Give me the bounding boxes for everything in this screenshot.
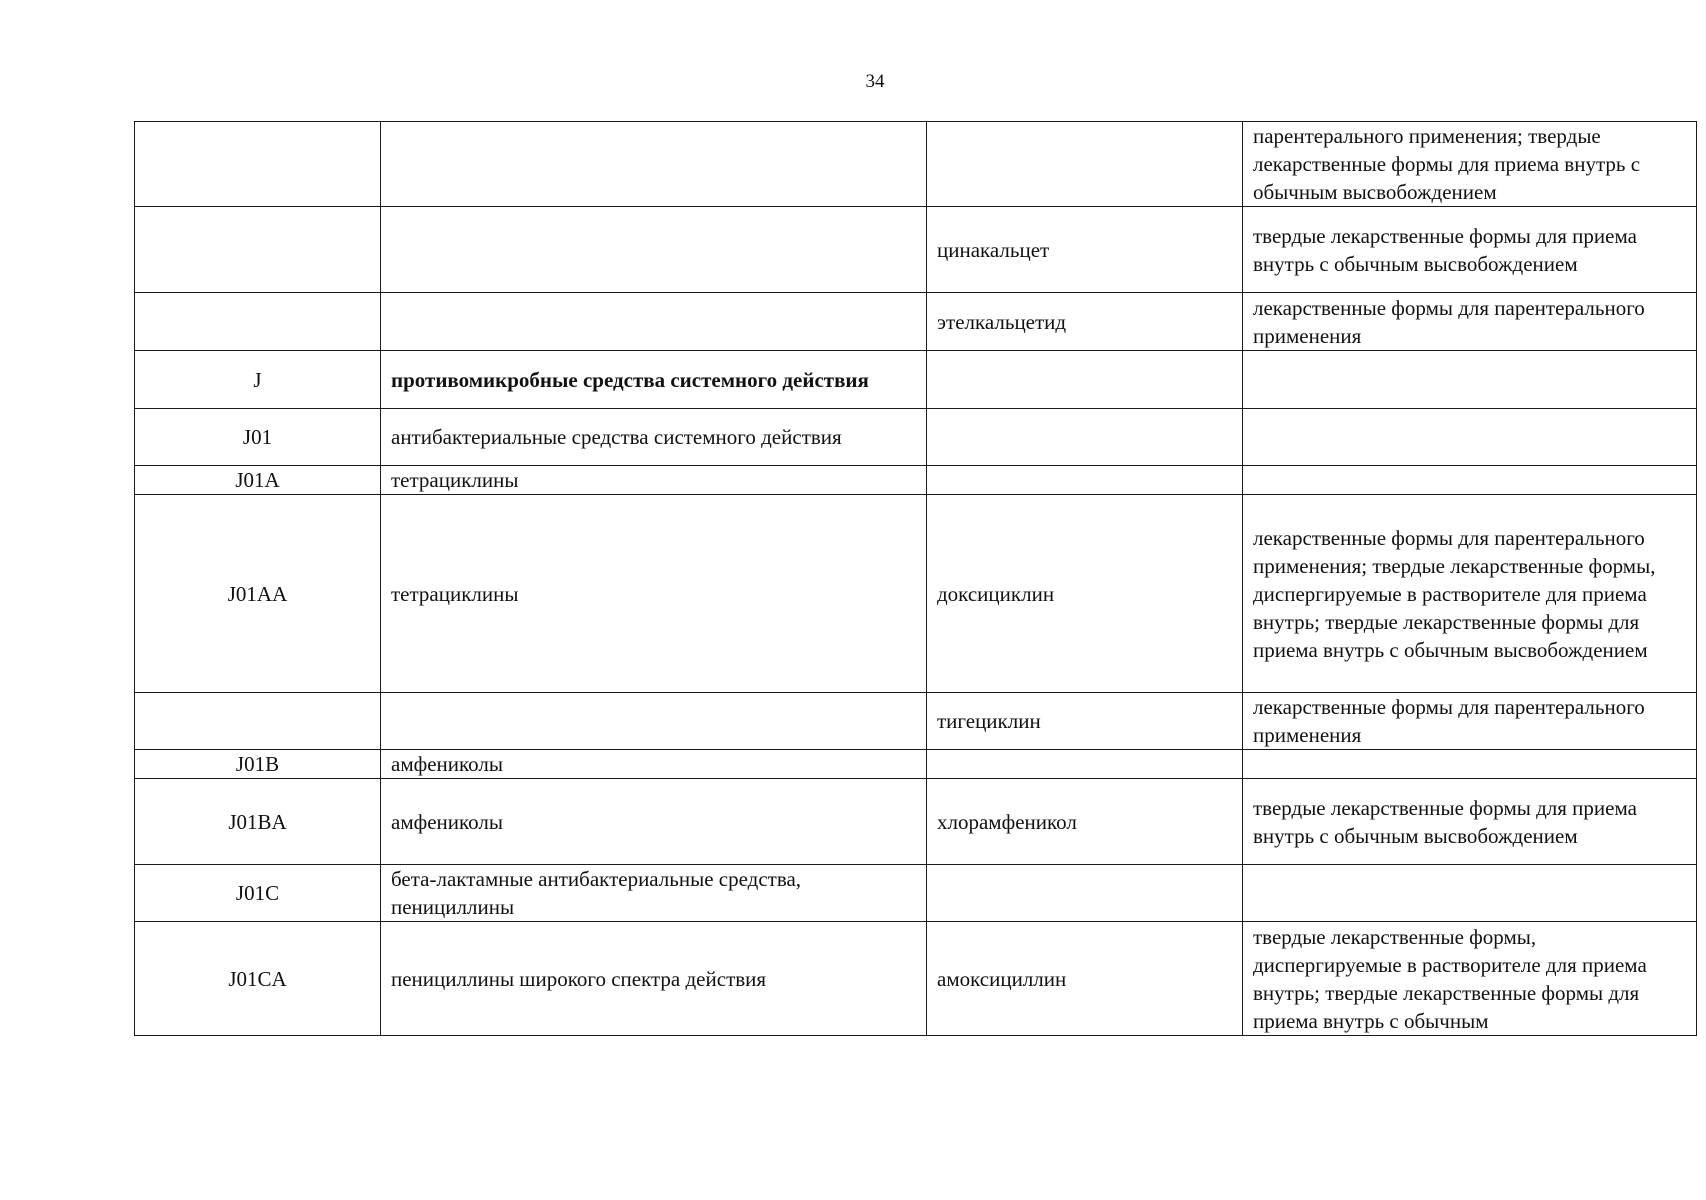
dosage-form-cell: твердые лекарственные формы для приема внутрь с обычным высвобождением xyxy=(1243,207,1697,293)
table-row xyxy=(135,351,1697,409)
atc-code-cell: J01CA xyxy=(135,922,381,1036)
dosage-form-cell: твердые лекарственные формы, диспергируемые в растворителе для приема внутрь; твердые лекарственные формы для приема внутрь с обычным xyxy=(1243,922,1697,1036)
table-row xyxy=(135,495,1697,693)
drug-name-cell: цинакальцет xyxy=(927,207,1243,293)
group-name-cell: тетрациклины xyxy=(381,495,927,693)
group-name-cell xyxy=(381,122,927,207)
group-name-cell: пенициллины широкого спектра действия xyxy=(381,922,927,1036)
atc-code-cell xyxy=(135,122,381,207)
atc-code-cell: J01B xyxy=(135,750,381,779)
drug-name-cell xyxy=(927,750,1243,779)
table-row xyxy=(135,922,1697,1036)
drug-name-cell xyxy=(927,409,1243,466)
group-name-cell xyxy=(381,207,927,293)
group-name-cell: бета-лактамные антибактериальные средства, пенициллины xyxy=(381,865,927,922)
atc-code-cell: J01C xyxy=(135,865,381,922)
dosage-form-cell: лекарственные формы для парентерального применения xyxy=(1243,293,1697,351)
atc-code-cell: J01A xyxy=(135,466,381,495)
drug-name-cell: этелкальцетид xyxy=(927,293,1243,351)
dosage-form-cell: лекарственные формы для парентерального применения; твердые лекарственные формы, диспергируемые в растворителе для приема внутрь; твердые лекарственные формы для приема внутрь с обычным высвобождением xyxy=(1243,495,1697,693)
drug-name-cell xyxy=(927,351,1243,409)
drug-table xyxy=(134,121,1697,1036)
group-name-cell: амфениколы xyxy=(381,750,927,779)
table-row xyxy=(135,293,1697,351)
table-row xyxy=(135,865,1697,922)
atc-code-cell: J01BA xyxy=(135,779,381,865)
atc-code-cell: J01 xyxy=(135,409,381,466)
table-row xyxy=(135,750,1697,779)
drug-name-cell xyxy=(927,865,1243,922)
atc-code-cell: J xyxy=(135,351,381,409)
group-name-cell: амфениколы xyxy=(381,779,927,865)
dosage-form-cell xyxy=(1243,865,1697,922)
dosage-form-cell: парентерального применения; твердые лекарственные формы для приема внутрь с обычным высвобождением xyxy=(1243,122,1697,207)
drug-name-cell: амоксициллин xyxy=(927,922,1243,1036)
dosage-form-cell xyxy=(1243,351,1697,409)
table-row xyxy=(135,409,1697,466)
drug-name-cell xyxy=(927,122,1243,207)
drug-name-cell: доксициклин xyxy=(927,495,1243,693)
atc-code-cell: J01AA xyxy=(135,495,381,693)
table-row xyxy=(135,122,1697,207)
dosage-form-cell xyxy=(1243,409,1697,466)
dosage-form-cell xyxy=(1243,466,1697,495)
atc-code-cell xyxy=(135,293,381,351)
group-name-cell xyxy=(381,693,927,750)
drug-name-cell xyxy=(927,466,1243,495)
table-row xyxy=(135,466,1697,495)
table-body xyxy=(135,122,1697,1036)
group-name-cell: тетрациклины xyxy=(381,466,927,495)
atc-code-cell xyxy=(135,207,381,293)
group-name-cell: антибактериальные средства системного действия xyxy=(381,409,927,466)
table-row xyxy=(135,207,1697,293)
group-name-cell: противомикробные средства системного действия xyxy=(381,351,927,409)
drug-name-cell: хлорамфеникол xyxy=(927,779,1243,865)
atc-code-cell xyxy=(135,693,381,750)
dosage-form-cell: лекарственные формы для парентерального применения xyxy=(1243,693,1697,750)
group-name-cell xyxy=(381,293,927,351)
table-row xyxy=(135,693,1697,750)
dosage-form-cell xyxy=(1243,750,1697,779)
table-row xyxy=(135,779,1697,865)
drug-name-cell: тигециклин xyxy=(927,693,1243,750)
dosage-form-cell: твердые лекарственные формы для приема внутрь с обычным высвобождением xyxy=(1243,779,1697,865)
page-number: 34 xyxy=(865,71,885,92)
